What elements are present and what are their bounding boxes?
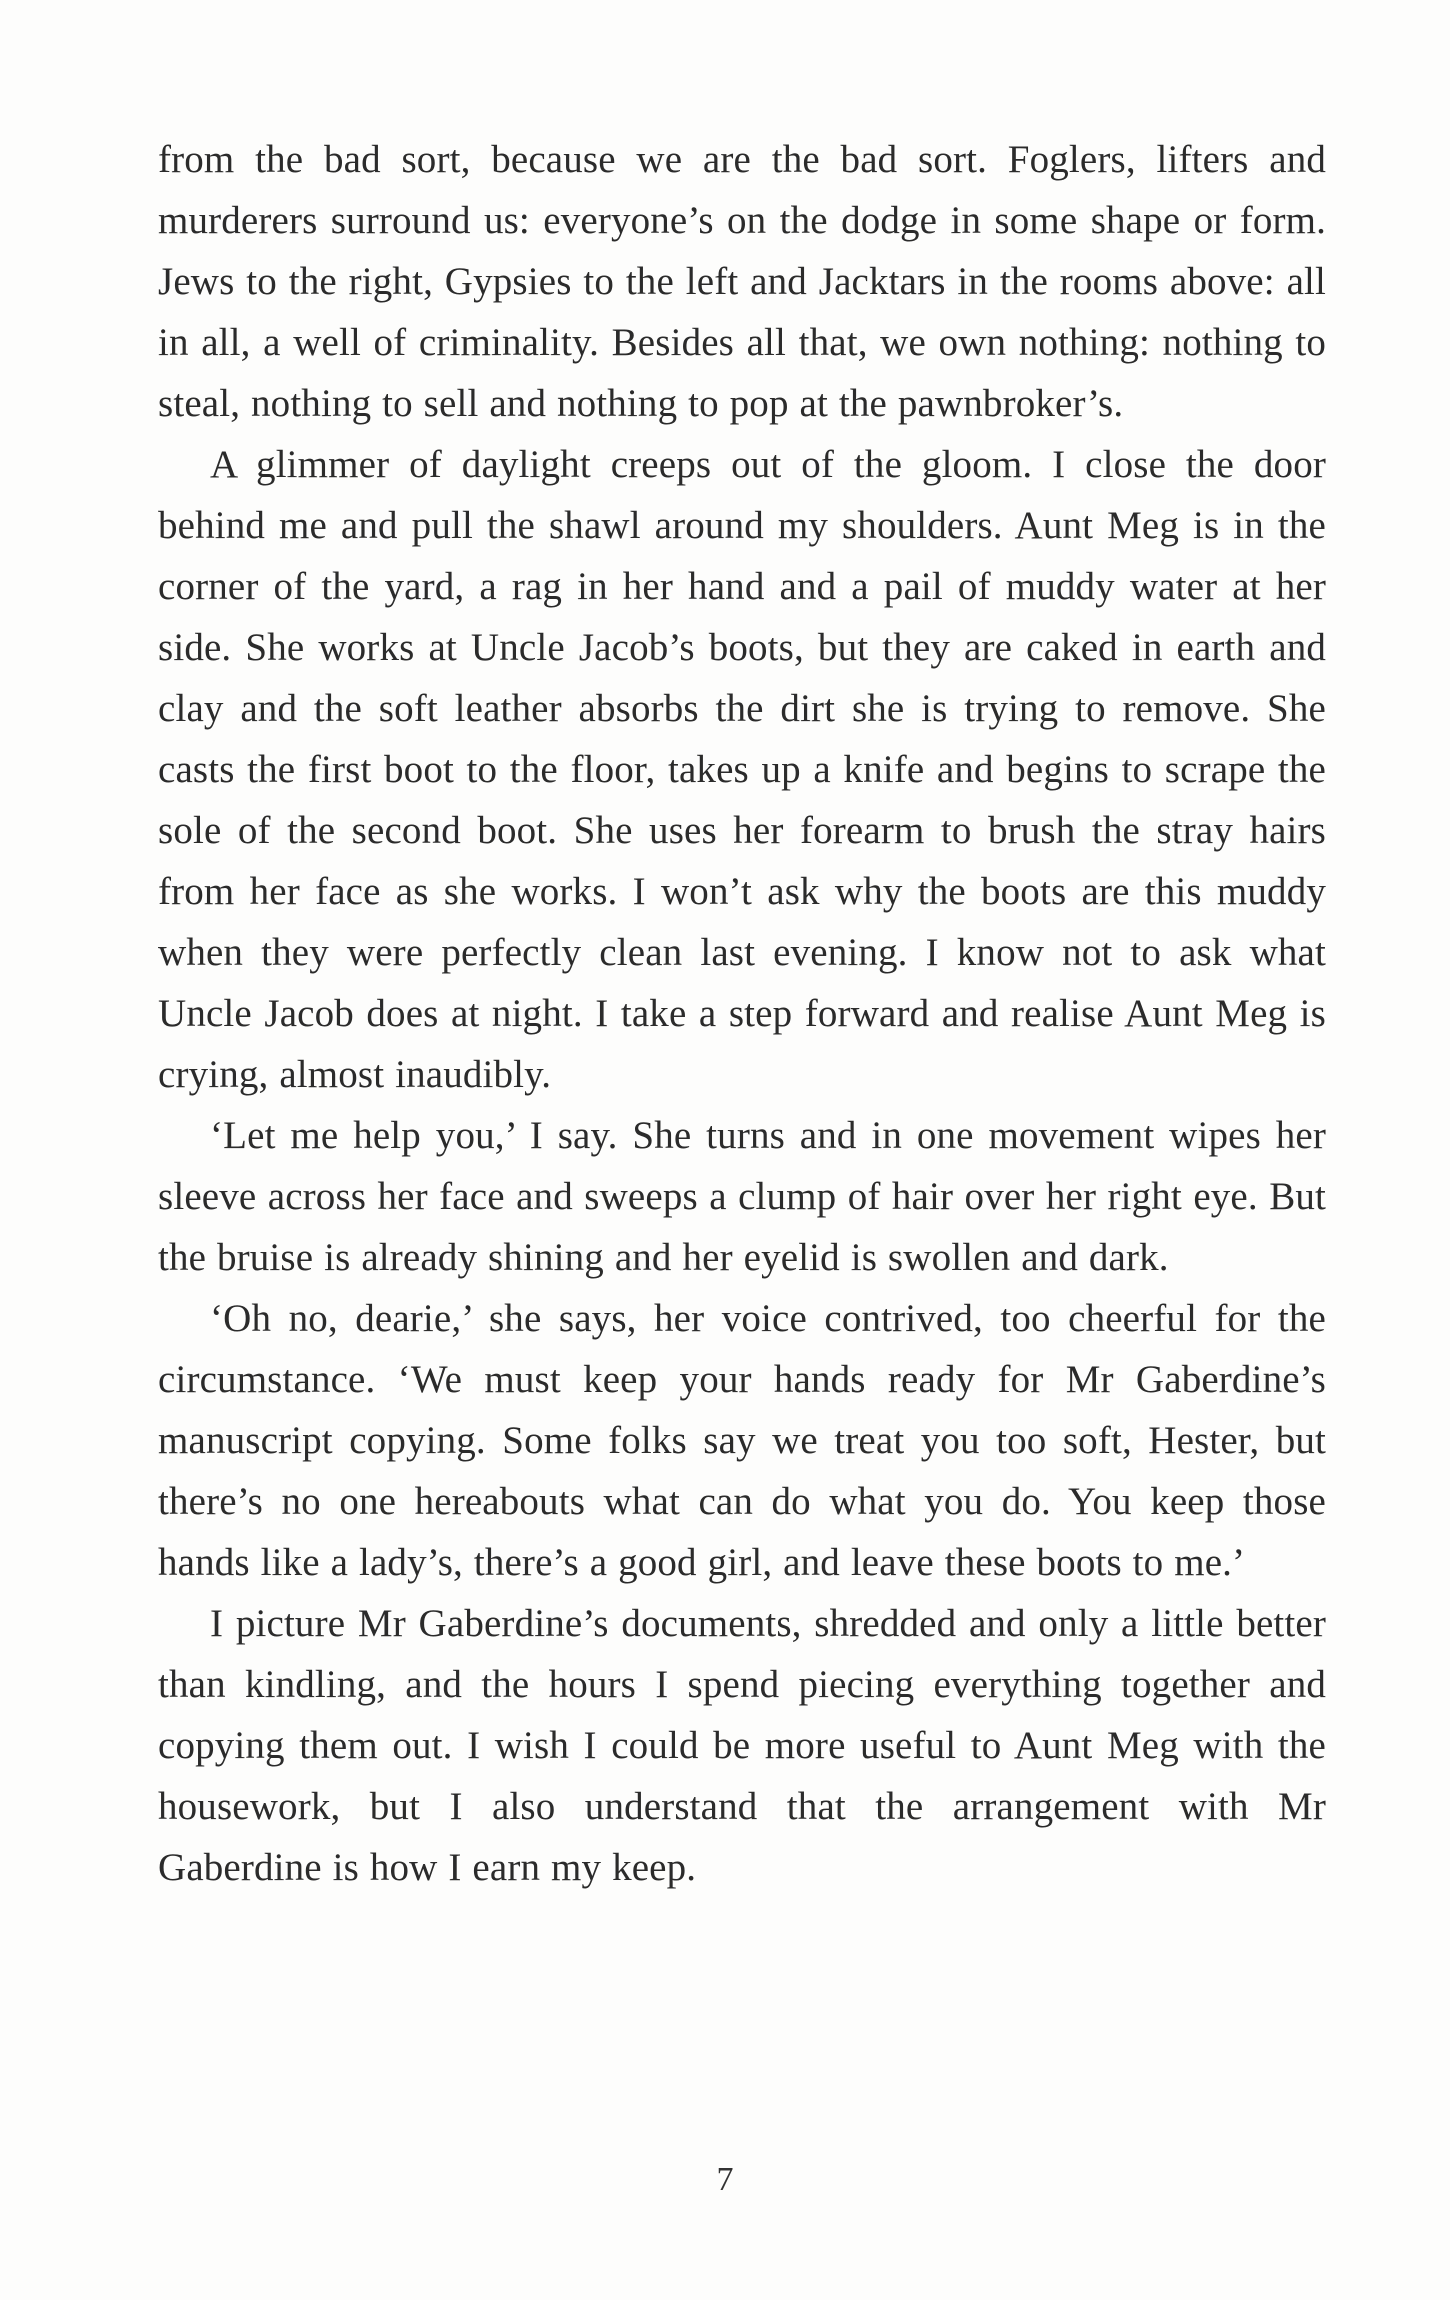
body-text [158,129,1326,1898]
paragraph-daylight: A glimmer of daylight creeps out of the gloom. I close the door behind me and pull the shawl around my shoulders. Aunt Meg is in the corner of the yard, a rag in her hand and a pail of muddy water at her side. She works at Uncle Jacob’s boots, but they are caked in earth and clay and the soft leather absorbs the dirt she is trying to remove. She casts the first boot to the floor, takes up a knife and begins to scrape the sole of the second boot. She uses her forearm to brush the stray hairs from her face as she works. I won’t ask why the boots are this muddy when they were perfectly clean last evening. I know not to ask what Uncle Jacob does at night. I take a step forward and realise Aunt Meg is crying, almost inaudibly. [158,443,1326,1096]
paragraph-let-me-help: ‘Let me help you,’ I say. She turns and in one movement wipes her sleeve across her face and sweeps a clump of hair over her right eye. But the bruise is already shining and her eyelid is swollen and dark. [158,1114,1326,1279]
page-number: 7 [716,2161,734,2198]
paragraph-documents: I picture Mr Gaberdine’s documents, shredded and only a little better than kindling, and the hours I spend piecing everything together and copying them out. I wish I could be more useful to Aunt Meg with the housework, but I also understand that the arrangement with Mr Gaberdine is how I earn my keep. [158,1602,1326,1889]
paragraph-continuation: from the bad sort, because we are the bad sort. Foglers, lifters and murderers surround us: everyone’s on the dodge in some shape or form. Jews to the right, Gypsies to the left and Jacktars in the rooms above: all in all, a well of criminality. Besides all that, we own nothing: nothing to steal, nothing to sell and nothing to pop at the pawnbroker’s. [158,138,1326,425]
paragraph-oh-no-dearie: ‘Oh no, dearie,’ she says, her voice contrived, too cheerful for the circumstance. ‘We must keep your hands ready for Mr Gaberdine’s manuscript copying. Some folks say we treat you too soft, Hester, but there’s no one hereabouts what can do what you do. You keep those hands like a lady’s, there’s a good girl, and leave these boots to me.’ [158,1297,1326,1584]
